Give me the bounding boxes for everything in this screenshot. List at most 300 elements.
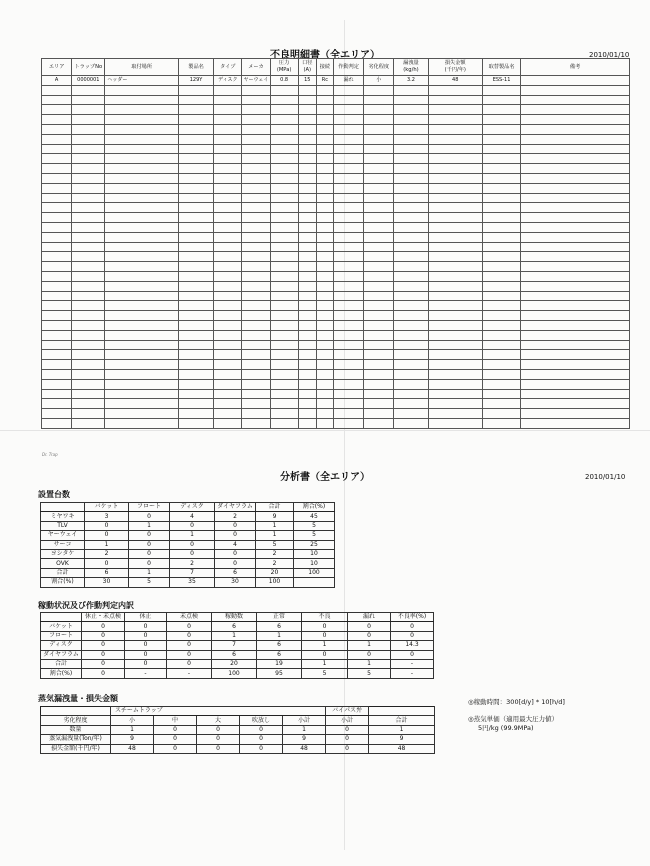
table-cell: 2 bbox=[256, 559, 294, 568]
empty-cell bbox=[364, 320, 394, 330]
table-cell: 0 bbox=[240, 735, 283, 744]
empty-cell bbox=[364, 134, 394, 144]
empty-cell bbox=[178, 262, 213, 272]
table-cell: 14.3 bbox=[391, 641, 434, 650]
empty-cell bbox=[364, 85, 394, 95]
empty-cell bbox=[105, 252, 179, 262]
table-cell: 1 bbox=[348, 659, 391, 668]
empty-cell bbox=[364, 95, 394, 105]
empty-cell bbox=[298, 301, 316, 311]
empty-cell bbox=[242, 360, 270, 370]
table-cell: 1 bbox=[129, 568, 170, 577]
empty-cell bbox=[242, 252, 270, 262]
empty-cell bbox=[242, 232, 270, 242]
empty-cell bbox=[333, 164, 363, 174]
empty-cell bbox=[333, 311, 363, 321]
empty-cell bbox=[333, 320, 363, 330]
empty-cell bbox=[270, 105, 298, 115]
empty-cell bbox=[298, 418, 316, 428]
empty-cell bbox=[270, 203, 298, 213]
column-header: 不良 bbox=[302, 613, 348, 622]
empty-cell bbox=[270, 193, 298, 203]
empty-cell bbox=[521, 183, 630, 193]
empty-cell bbox=[242, 115, 270, 125]
table-cell: 7 bbox=[170, 568, 215, 577]
empty-cell bbox=[105, 203, 179, 213]
table-cell: 3 bbox=[85, 512, 129, 521]
empty-cell bbox=[72, 291, 105, 301]
empty-cell bbox=[333, 124, 363, 134]
empty-cell bbox=[105, 173, 179, 183]
table-cell: 9 bbox=[369, 735, 435, 744]
empty-cell bbox=[316, 418, 333, 428]
empty-cell bbox=[428, 409, 482, 419]
empty-cell bbox=[105, 105, 179, 115]
footer-mark: Dr. Trap bbox=[42, 452, 58, 457]
empty-row bbox=[42, 203, 630, 213]
empty-cell bbox=[242, 281, 270, 291]
empty-cell bbox=[42, 330, 72, 340]
empty-cell bbox=[316, 252, 333, 262]
column-header: 未点検 bbox=[167, 613, 212, 622]
empty-cell bbox=[428, 85, 482, 95]
empty-cell bbox=[333, 271, 363, 281]
empty-cell bbox=[333, 115, 363, 125]
empty-cell bbox=[270, 124, 298, 134]
empty-cell bbox=[270, 173, 298, 183]
empty-cell bbox=[482, 124, 520, 134]
empty-cell bbox=[316, 164, 333, 174]
empty-cell bbox=[521, 262, 630, 272]
table-cell: 9 bbox=[111, 735, 154, 744]
empty-cell bbox=[333, 301, 363, 311]
table-cell: 1 bbox=[85, 540, 129, 549]
empty-cell bbox=[42, 222, 72, 232]
column-header: 圧力 (MPa) bbox=[270, 59, 298, 76]
empty-cell bbox=[316, 115, 333, 125]
table-cell: 5 bbox=[302, 669, 348, 678]
table-cell: 0 bbox=[85, 531, 129, 540]
empty-cell bbox=[242, 173, 270, 183]
column-header: 中 bbox=[154, 716, 197, 725]
empty-cell bbox=[105, 399, 179, 409]
empty-cell bbox=[178, 183, 213, 193]
empty-cell bbox=[214, 399, 242, 409]
empty-cell bbox=[428, 291, 482, 301]
empty-cell bbox=[72, 85, 105, 95]
table-cell: ダイヤフラム bbox=[41, 650, 82, 659]
installed-row bbox=[41, 559, 335, 568]
empty-cell bbox=[316, 320, 333, 330]
empty-cell bbox=[364, 232, 394, 242]
empty-cell bbox=[178, 213, 213, 223]
empty-cell bbox=[178, 350, 213, 360]
table-cell: 0.8 bbox=[270, 76, 298, 86]
empty-cell bbox=[428, 389, 482, 399]
table-cell: 1 bbox=[111, 725, 154, 734]
empty-cell bbox=[105, 242, 179, 252]
empty-cell bbox=[105, 193, 179, 203]
column-header: 割合(%) bbox=[294, 503, 335, 512]
column-header: 損失金額 (千円/年) bbox=[428, 59, 482, 76]
empty-cell bbox=[316, 311, 333, 321]
empty-cell bbox=[72, 311, 105, 321]
empty-cell bbox=[394, 85, 428, 95]
empty-cell bbox=[270, 399, 298, 409]
table-cell: ヤーウェイ bbox=[243, 77, 269, 84]
empty-cell bbox=[242, 291, 270, 301]
empty-cell bbox=[214, 144, 242, 154]
empty-cell bbox=[105, 271, 179, 281]
empty-cell bbox=[394, 115, 428, 125]
empty-cell bbox=[333, 281, 363, 291]
empty-cell bbox=[42, 281, 72, 291]
empty-cell bbox=[178, 222, 213, 232]
table-cell: 0 bbox=[326, 725, 369, 734]
empty-cell bbox=[298, 95, 316, 105]
column-header: 取付場所 bbox=[105, 59, 179, 76]
empty-row bbox=[42, 252, 630, 262]
empty-cell bbox=[214, 340, 242, 350]
empty-row bbox=[42, 115, 630, 125]
table-cell: 10 bbox=[294, 549, 335, 558]
empty-cell bbox=[214, 193, 242, 203]
table-cell: 1 bbox=[348, 641, 391, 650]
table-cell: 0 bbox=[215, 531, 256, 540]
empty-row bbox=[42, 105, 630, 115]
empty-cell bbox=[298, 115, 316, 125]
empty-cell bbox=[214, 418, 242, 428]
empty-cell bbox=[333, 144, 363, 154]
empty-cell bbox=[72, 330, 105, 340]
empty-cell bbox=[105, 350, 179, 360]
empty-row bbox=[42, 379, 630, 389]
empty-cell bbox=[333, 232, 363, 242]
empty-cell bbox=[178, 173, 213, 183]
empty-cell bbox=[298, 193, 316, 203]
empty-cell bbox=[316, 95, 333, 105]
empty-row bbox=[42, 389, 630, 399]
column-header: 接続 bbox=[316, 59, 333, 76]
empty-cell bbox=[214, 183, 242, 193]
empty-cell bbox=[72, 360, 105, 370]
table-cell: 0 bbox=[82, 659, 125, 668]
table-cell: 合計 bbox=[41, 659, 82, 668]
empty-cell bbox=[242, 203, 270, 213]
empty-cell bbox=[482, 183, 520, 193]
empty-cell bbox=[428, 193, 482, 203]
empty-cell bbox=[178, 164, 213, 174]
empty-cell bbox=[333, 85, 363, 95]
empty-cell bbox=[214, 203, 242, 213]
empty-cell bbox=[105, 144, 179, 154]
empty-cell bbox=[298, 203, 316, 213]
empty-cell bbox=[270, 232, 298, 242]
column-header: 作動判定 bbox=[333, 59, 363, 76]
empty-cell bbox=[364, 252, 394, 262]
empty-cell bbox=[105, 340, 179, 350]
column-header: 休止 bbox=[125, 613, 167, 622]
table-cell: 小 bbox=[364, 76, 394, 86]
empty-cell bbox=[42, 320, 72, 330]
empty-cell bbox=[42, 242, 72, 252]
empty-cell bbox=[394, 222, 428, 232]
empty-cell bbox=[428, 203, 482, 213]
empty-cell bbox=[298, 360, 316, 370]
table-cell: - bbox=[125, 669, 167, 678]
empty-cell bbox=[214, 105, 242, 115]
empty-cell bbox=[298, 340, 316, 350]
empty-cell bbox=[242, 183, 270, 193]
operation-row bbox=[41, 650, 434, 659]
empty-cell bbox=[242, 144, 270, 154]
table-cell: 1 bbox=[257, 631, 302, 640]
empty-cell bbox=[242, 164, 270, 174]
empty-cell bbox=[42, 232, 72, 242]
empty-cell bbox=[214, 213, 242, 223]
empty-cell bbox=[394, 389, 428, 399]
empty-cell bbox=[298, 409, 316, 419]
loss-row bbox=[41, 744, 435, 753]
empty-row bbox=[42, 311, 630, 321]
table-cell: TLV bbox=[41, 521, 85, 530]
table-cell: 0000001 bbox=[72, 76, 105, 86]
empty-cell bbox=[364, 213, 394, 223]
empty-cell bbox=[178, 193, 213, 203]
empty-cell bbox=[333, 222, 363, 232]
empty-cell bbox=[242, 379, 270, 389]
empty-cell bbox=[42, 379, 72, 389]
empty-cell bbox=[482, 173, 520, 183]
defect-row bbox=[42, 76, 630, 86]
table-cell: 48 bbox=[283, 744, 326, 753]
column-header: バケット bbox=[85, 503, 129, 512]
empty-cell bbox=[298, 271, 316, 281]
table-cell: 0 bbox=[240, 744, 283, 753]
empty-cell bbox=[394, 154, 428, 164]
empty-cell bbox=[521, 340, 630, 350]
defect-table bbox=[41, 58, 630, 429]
empty-cell bbox=[242, 311, 270, 321]
table-cell: 0 bbox=[82, 622, 125, 631]
empty-cell bbox=[42, 164, 72, 174]
empty-cell bbox=[42, 271, 72, 281]
table-cell: 2 bbox=[85, 549, 129, 558]
operation-row bbox=[41, 659, 434, 668]
empty-cell bbox=[72, 369, 105, 379]
table-cell: 0 bbox=[167, 622, 212, 631]
table-cell: 0 bbox=[154, 735, 197, 744]
empty-cell bbox=[364, 271, 394, 281]
empty-cell bbox=[394, 340, 428, 350]
empty-cell bbox=[394, 232, 428, 242]
empty-cell bbox=[521, 154, 630, 164]
empty-cell bbox=[105, 330, 179, 340]
empty-cell bbox=[72, 134, 105, 144]
table-cell: 0 bbox=[170, 549, 215, 558]
table-cell: ヘッダー bbox=[105, 76, 179, 86]
empty-cell bbox=[214, 134, 242, 144]
empty-cell bbox=[214, 271, 242, 281]
empty-cell bbox=[364, 173, 394, 183]
empty-cell bbox=[105, 369, 179, 379]
empty-cell bbox=[521, 203, 630, 213]
empty-cell bbox=[394, 203, 428, 213]
empty-cell bbox=[364, 115, 394, 125]
empty-cell bbox=[214, 154, 242, 164]
empty-cell bbox=[298, 232, 316, 242]
operation-row bbox=[41, 669, 434, 678]
empty-cell bbox=[105, 134, 179, 144]
empty-cell bbox=[521, 213, 630, 223]
empty-cell bbox=[72, 320, 105, 330]
table-cell: 48 bbox=[428, 76, 482, 86]
empty-cell bbox=[178, 85, 213, 95]
empty-cell bbox=[428, 242, 482, 252]
empty-cell bbox=[521, 232, 630, 242]
empty-cell bbox=[482, 409, 520, 419]
empty-row bbox=[42, 85, 630, 95]
empty-cell bbox=[214, 360, 242, 370]
empty-cell bbox=[394, 311, 428, 321]
empty-cell bbox=[364, 164, 394, 174]
empty-cell bbox=[72, 281, 105, 291]
column-header: 正常 bbox=[257, 613, 302, 622]
empty-cell bbox=[482, 389, 520, 399]
empty-cell bbox=[298, 85, 316, 95]
empty-cell bbox=[298, 164, 316, 174]
empty-cell bbox=[72, 418, 105, 428]
empty-cell bbox=[394, 291, 428, 301]
empty-cell bbox=[214, 85, 242, 95]
empty-row bbox=[42, 154, 630, 164]
table-cell: 45 bbox=[294, 512, 335, 521]
empty-cell bbox=[364, 291, 394, 301]
empty-cell bbox=[364, 193, 394, 203]
operation-table bbox=[40, 612, 434, 679]
empty-cell bbox=[72, 203, 105, 213]
empty-cell bbox=[178, 242, 213, 252]
table-cell: 19 bbox=[257, 659, 302, 668]
empty-cell bbox=[298, 183, 316, 193]
table-cell: 5 bbox=[348, 669, 391, 678]
column-header: トラップNo bbox=[72, 59, 105, 76]
empty-cell bbox=[42, 360, 72, 370]
empty-cell bbox=[364, 203, 394, 213]
empty-cell bbox=[42, 262, 72, 272]
empty-cell bbox=[270, 95, 298, 105]
empty-cell bbox=[270, 85, 298, 95]
empty-row bbox=[42, 291, 630, 301]
table-cell: 6 bbox=[85, 568, 129, 577]
table-cell: 0 bbox=[167, 659, 212, 668]
table-cell: 蒸気漏洩量(Ton/年) bbox=[41, 735, 111, 744]
blank-cell bbox=[369, 707, 435, 716]
defect-list-title: 不良明細書（全エリア） bbox=[270, 50, 380, 61]
empty-row bbox=[42, 360, 630, 370]
empty-cell bbox=[298, 281, 316, 291]
empty-cell bbox=[333, 350, 363, 360]
empty-cell bbox=[364, 350, 394, 360]
column-header: 稼動数 bbox=[212, 613, 257, 622]
empty-cell bbox=[214, 291, 242, 301]
table-cell: 0 bbox=[167, 641, 212, 650]
table-cell: 95 bbox=[257, 669, 302, 678]
empty-cell bbox=[428, 399, 482, 409]
table-cell: 10 bbox=[294, 559, 335, 568]
empty-cell bbox=[521, 95, 630, 105]
empty-cell bbox=[72, 95, 105, 105]
empty-cell bbox=[364, 301, 394, 311]
installed-count-table bbox=[40, 502, 335, 588]
empty-cell bbox=[42, 340, 72, 350]
empty-cell bbox=[521, 320, 630, 330]
column-header: ダイヤフラム bbox=[215, 503, 256, 512]
empty-cell bbox=[428, 164, 482, 174]
installed-row bbox=[41, 578, 335, 587]
empty-cell bbox=[270, 183, 298, 193]
empty-cell bbox=[178, 105, 213, 115]
table-cell: 0 bbox=[326, 735, 369, 744]
table-cell: 20 bbox=[256, 568, 294, 577]
table-cell: - bbox=[167, 669, 212, 678]
empty-cell bbox=[333, 291, 363, 301]
table-cell: 0 bbox=[129, 540, 170, 549]
empty-cell bbox=[364, 105, 394, 115]
empty-cell bbox=[482, 203, 520, 213]
table-cell: 48 bbox=[111, 744, 154, 753]
empty-cell bbox=[364, 183, 394, 193]
empty-cell bbox=[178, 301, 213, 311]
empty-cell bbox=[428, 144, 482, 154]
empty-cell bbox=[482, 340, 520, 350]
table-cell: フロート bbox=[41, 631, 82, 640]
empty-cell bbox=[270, 340, 298, 350]
empty-cell bbox=[298, 379, 316, 389]
empty-cell bbox=[214, 164, 242, 174]
column-header: ディスク bbox=[170, 503, 215, 512]
empty-cell bbox=[364, 262, 394, 272]
empty-cell bbox=[298, 242, 316, 252]
empty-cell bbox=[178, 95, 213, 105]
empty-cell bbox=[394, 271, 428, 281]
empty-cell bbox=[333, 242, 363, 252]
empty-row bbox=[42, 232, 630, 242]
empty-cell bbox=[72, 193, 105, 203]
table-cell: 4 bbox=[215, 540, 256, 549]
table-cell: 割合(%) bbox=[41, 669, 82, 678]
empty-cell bbox=[178, 115, 213, 125]
table-cell: 6 bbox=[257, 641, 302, 650]
empty-cell bbox=[42, 154, 72, 164]
empty-cell bbox=[178, 311, 213, 321]
empty-cell bbox=[72, 262, 105, 272]
installed-row bbox=[41, 540, 335, 549]
empty-cell bbox=[298, 389, 316, 399]
empty-cell bbox=[364, 360, 394, 370]
table-cell: 0 bbox=[125, 650, 167, 659]
empty-cell bbox=[482, 95, 520, 105]
empty-cell bbox=[428, 360, 482, 370]
empty-cell bbox=[242, 242, 270, 252]
empty-cell bbox=[364, 379, 394, 389]
empty-cell bbox=[333, 262, 363, 272]
empty-cell bbox=[521, 105, 630, 115]
empty-cell bbox=[333, 105, 363, 115]
empty-cell bbox=[364, 242, 394, 252]
empty-cell bbox=[178, 360, 213, 370]
empty-row bbox=[42, 164, 630, 174]
